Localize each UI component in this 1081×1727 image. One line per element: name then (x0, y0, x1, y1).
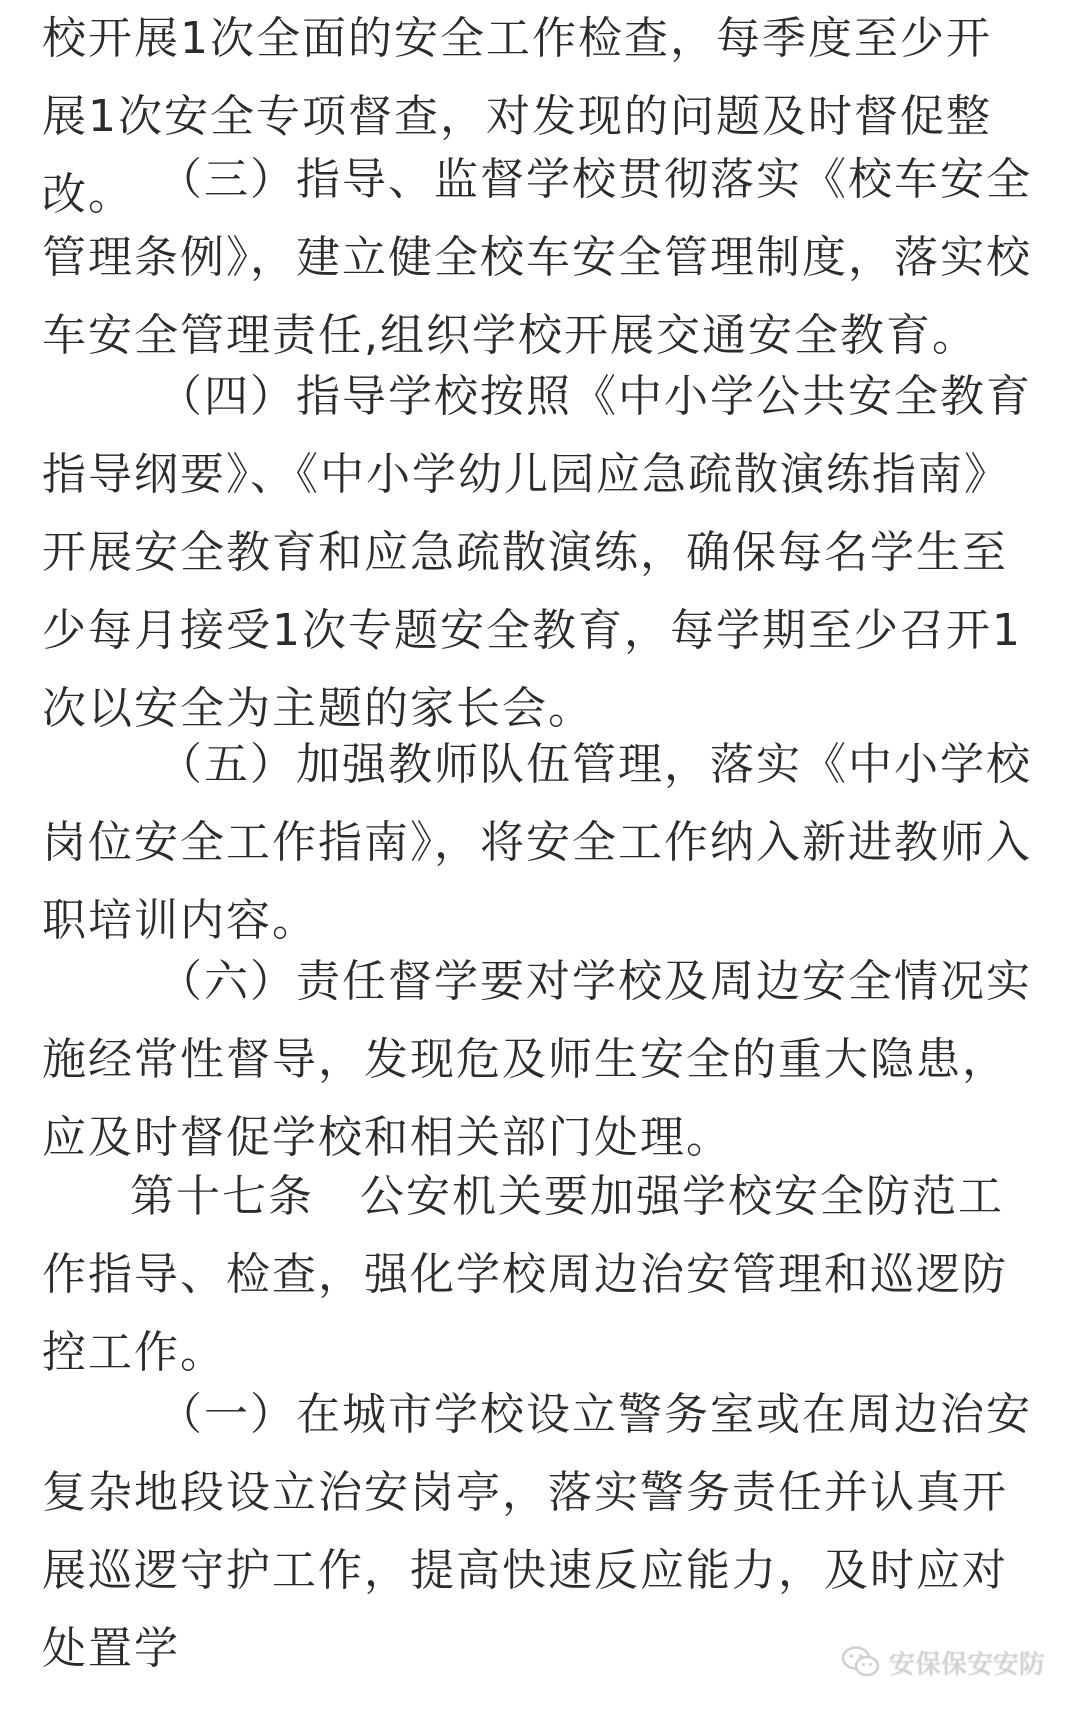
paragraph-item-5: （五）加强教师队伍管理，落实《中小学校岗位安全工作指南》，将安全工作纳入新进教师入职培训内容。 (42, 739, 1032, 946)
watermark-text: 安保保安安防 (888, 1649, 1045, 1680)
article-17: 第十七条 公安机关要加强学校安全防范工作指导、检查，强化学校周边治安管理和巡逻防控工作。 (42, 1171, 1008, 1378)
wechat-icon (841, 1645, 881, 1679)
paragraph-item-3: （三）指导、监督学校贯彻落实《校车安全管理条例》，建立健全校车安全管理制度，落实校车安全管理责任,组织学校开展交通安全教育。 (42, 154, 1032, 361)
paragraph-continuation: 校开展1次全面的安全工作检查，每季度至少开展1次安全专项督查，对发现的问题及时督促整改。 (42, 13, 992, 220)
paragraph-item-6: （六）责任督学要对学校及周边安全情况实施经常性督导，发现危及师生安全的重大隐患，应及时督促学校和相关部门处理。 (42, 956, 1032, 1163)
paragraph-item-4: （四）指导学校按照《中小学公共安全教育指导纲要》、《中小学幼儿园应急疏散演练指南》开展安全教育和应急疏散演练，确保每名学生至少每月接受1次专题安全教育，每学期至少召开1次以安全为主题的家长会。 (42, 371, 1032, 734)
watermark (841, 1642, 1045, 1682)
paragraph-item-1: （一）在城市学校设立警务室或在周边治安复杂地段设立治安岗亭，落实警务责任并认真开展巡逻守护工作，提高快速反应能力，及时应对处置学 (42, 1389, 1032, 1674)
